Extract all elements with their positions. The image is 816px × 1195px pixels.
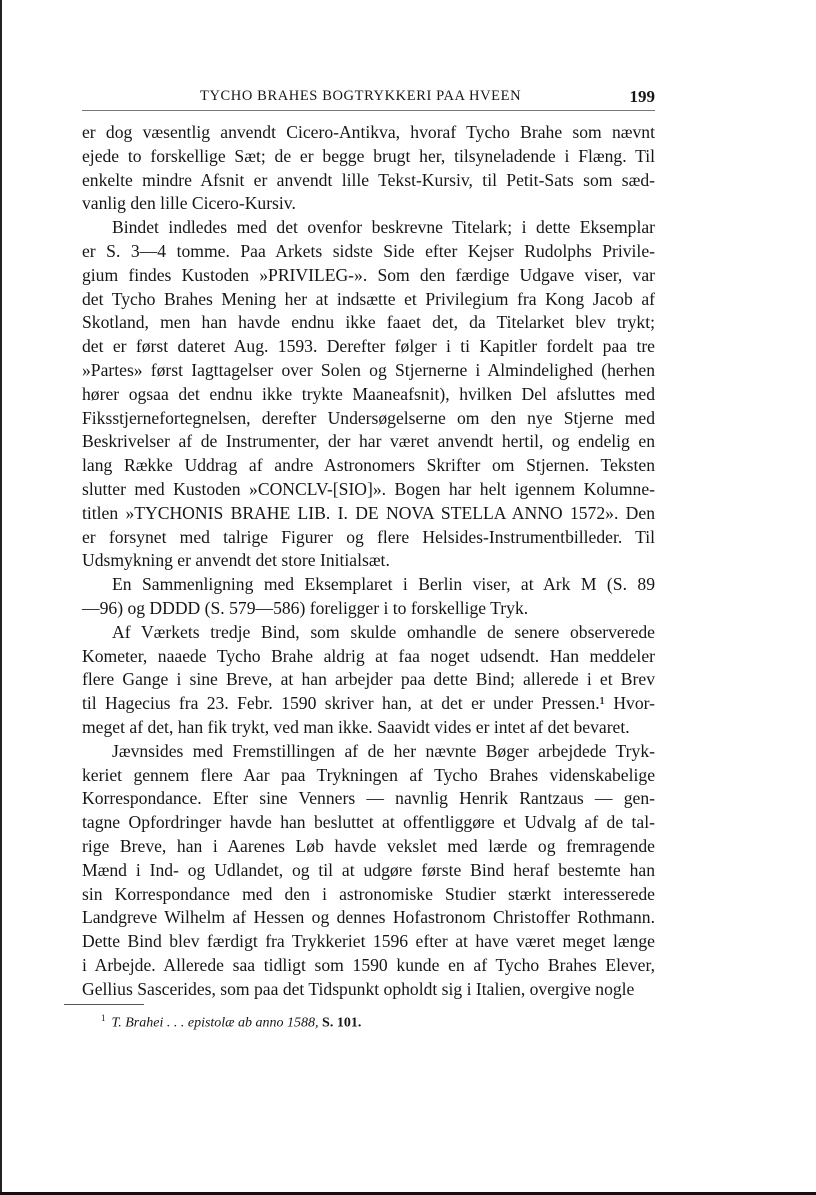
text-line: titlen »TYCHONIS BRAHE LIB. I. DE NOVA STELLA ANNO 1572». Den	[82, 502, 655, 523]
text-line: til Hagecius fra 23. Febr. 1590 skriver han, at det er under Pressen.¹ Hvor-	[82, 693, 655, 714]
text-line: Af Værkets tredje Bind, som skulde omhandle de senere observerede	[112, 621, 655, 642]
text-line: »Partes» først Iagttagelser over Solen og Stjernerne i Almindelighed (herhen	[82, 359, 655, 380]
text-line: gium findes Kustoden »PRIVILEG-». Som den færdige Udgave viser, var	[82, 264, 655, 285]
text-line: Bindet indledes med det ovenfor beskrevne Titelark; i dette Eksemplar	[112, 217, 655, 238]
text-line: rige Breve, han i Aarenes Løb havde vekslet med lærde og fremragende	[82, 835, 655, 856]
text-line: keriet gennem flere Aar paa Trykningen af Tycho Brahes videnskabelige	[82, 764, 655, 785]
paragraph	[82, 121, 655, 216]
text-line: i Arbejde. Allerede saa tidligt som 1590 kunde en af Tycho Brahes Elever,	[82, 954, 655, 975]
running-title: TYCHO BRAHES BOGTRYKKERI PAA HVEEN	[200, 88, 522, 104]
paragraph	[82, 740, 655, 1002]
footnote-rule	[64, 1004, 144, 1005]
text-line: Korrespondance. Efter sine Venners — navnlig Henrik Rantzaus — gen-	[82, 788, 655, 809]
text-line: flere Gange i sine Breve, at han arbejder paa dette Bind; allerede i et Brev	[82, 669, 655, 690]
paragraph	[82, 621, 655, 740]
text-line: Gellius Sascerides, som paa det Tidspunkt opholdt sig i Italien, overgive nogle	[82, 978, 635, 999]
text-line: Fiksstjernefortegnelsen, derefter Undersøgelserne om den nye Stjerne med	[82, 407, 655, 428]
text-line: det Tycho Brahes Mening her at indsætte et Privilegium fra Kong Jacob af	[82, 288, 655, 309]
footnote-page-ref: S. 101.	[322, 1015, 362, 1031]
text-line: Udsmykning er anvendt det store Initialsæt.	[82, 550, 390, 571]
text-line: Mænd i Ind- og Udlandet, og til at udgøre første Bind heraf bestemte han	[82, 859, 655, 880]
text-line: Landgreve Wilhelm af Hessen og dennes Hofastronom Christoffer Rothmann.	[82, 907, 655, 928]
text-line: Skotland, men han havde endnu ikke faaet det, da Titelarket blev trykt;	[82, 312, 655, 333]
text-line: vanlig den lille Cicero-Kursiv.	[82, 193, 296, 214]
paragraph	[82, 573, 655, 621]
paragraph	[82, 216, 655, 573]
page-number: 199	[629, 87, 655, 106]
text-line: er S. 3—4 tomme. Paa Arkets sidste Side efter Kejser Rudolphs Privile-	[82, 240, 655, 261]
text-line: —96) og DDDD (S. 579—586) foreligger i to forskellige Tryk.	[82, 597, 529, 618]
text-line: tagne Opfordringer havde han besluttet at offentliggøre et Udvalg af de tal-	[82, 812, 655, 833]
text-line: meget af det, han fik trykt, ved man ikke. Saavidt vides er intet af det bevaret.	[82, 716, 630, 737]
scan-edge-left	[0, 0, 2, 1195]
text-line: Beskrivelser af de Instrumenter, der har været anvendt hertil, og endelig en	[82, 431, 655, 452]
page-header	[82, 88, 655, 108]
text-line: hører ogsaa det endnu ikke trykte Maaneafsnit), hvilken Del afsluttes med	[82, 383, 655, 404]
text-line: det er først dateret Aug. 1593. Derefter følger i ti Kapitler fordelt paa tre	[82, 336, 655, 357]
text-line: Jævnsides med Fremstillingen af de her nævnte Bøger arbejdede Tryk-	[112, 740, 655, 761]
text-line: slutter med Kustoden »CONCLV-[SIO]». Bogen har helt igennem Kolumne-	[82, 478, 655, 499]
text-line: En Sammenligning med Eksemplaret i Berlin viser, at Ark M (S. 89	[112, 574, 655, 595]
text-line: Dette Bind blev færdigt fra Trykkeriet 1596 efter at have været meget længe	[82, 931, 655, 952]
text-line: er dog væsentlig anvendt Cicero-Antikva, hvoraf Tycho Brahe som nævnt	[82, 122, 655, 142]
body-text	[82, 121, 655, 1001]
footnote	[101, 1013, 361, 1032]
text-line: enkelte mindre Afsnit er anvendt lille Tekst-Kursiv, til Petit-Sats som sæd-	[82, 169, 655, 190]
footnote-mark: 1	[101, 1013, 106, 1023]
text-line: er forsynet med talrige Figurer og flere Helsides-Instrumentbilleder. Til	[82, 526, 655, 547]
footnote-citation: T. Brahei . . . epistolæ ab anno 1588,	[111, 1015, 319, 1031]
text-line: lang Række Uddrag af andre Astronomers Skrifter om Stjernen. Teksten	[82, 455, 655, 476]
text-line: sin Korrespondance med den i astronomiske Studier stærkt interesserede	[82, 883, 655, 904]
header-rule	[82, 110, 655, 111]
text-line: Kometer, naaede Tycho Brahe aldrig at faa noget udsendt. Han meddeler	[82, 645, 655, 666]
text-line: ejede to forskellige Sæt; de er begge brugt her, tilsyneladende i Flæng. Til	[82, 145, 655, 166]
